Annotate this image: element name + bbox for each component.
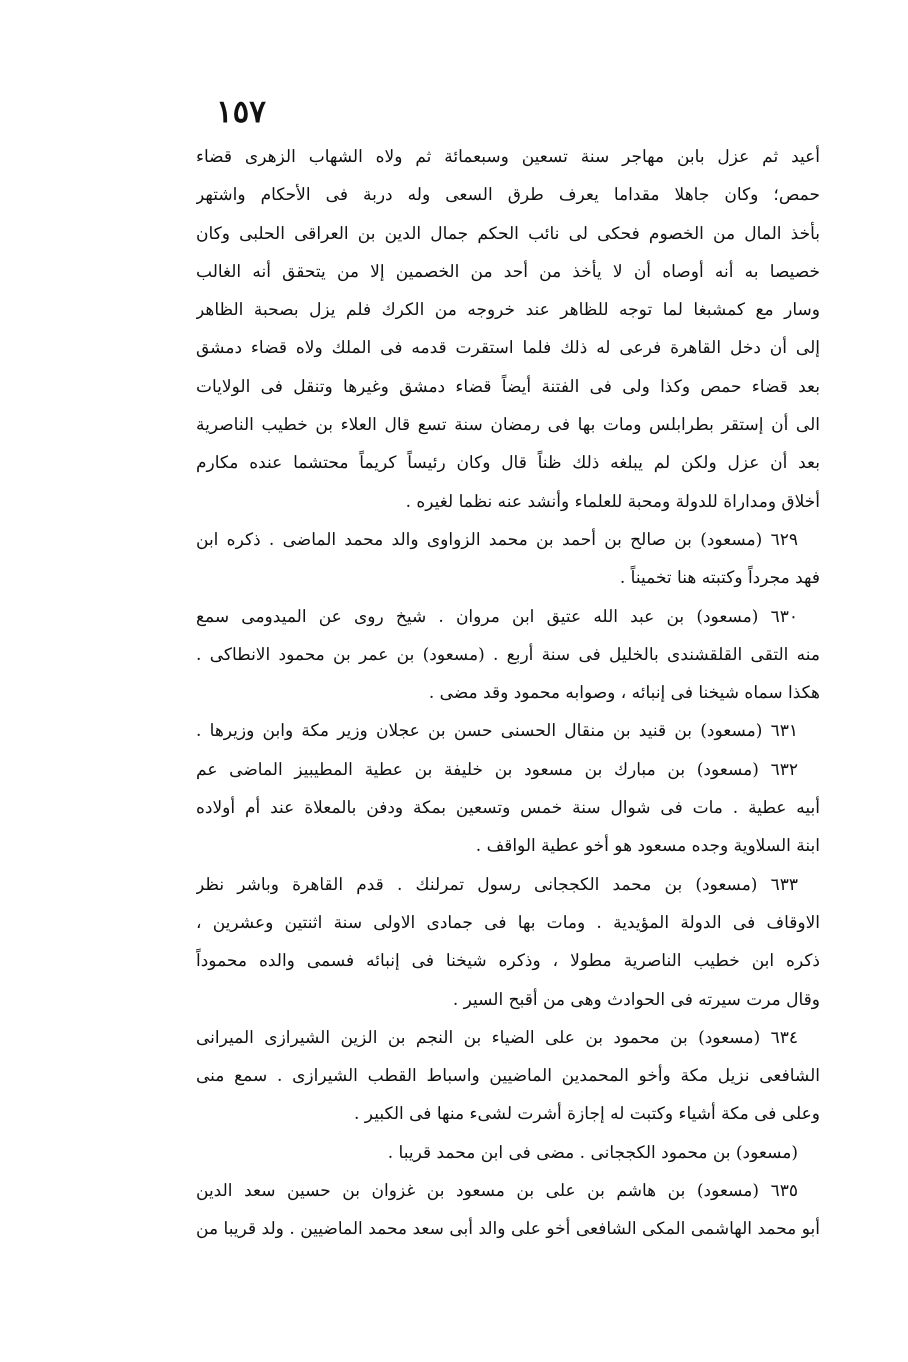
text-block xyxy=(196,138,820,1249)
text-line: ٦٣٥ (مسعود) بن هاشم بن على بن مسعود بن غزوان بن حسين سعد الدين xyxy=(196,1181,798,1202)
text-line: ٦٢٩ (مسعود) بن صالح بن أحمد بن محمد الزواوى والد محمد الماضى . ذكره ابن xyxy=(196,529,798,550)
text-line: الاوقاف فى الدولة المؤيدية . ومات بها فى جمادى الاولى سنة اثنتين وعشرين ، xyxy=(196,912,820,933)
text-line: ٦٣٣ (مسعود) بن محمد الكججانى رسول تمرلنك . قدم القاهرة وباشر نظر xyxy=(196,874,798,895)
text-line: ابنة السلاوية وجده مسعود هو أخو عطية الواقف . xyxy=(475,836,820,857)
text-line: ٦٣٢ (مسعود) بن مبارك بن مسعود بن خليفة بن عطية المطيبيز الماضى عم xyxy=(196,759,798,780)
text-line: فهد مجرداً وكتبته هنا تخميناً . xyxy=(619,568,820,589)
text-line: الشافعى نزيل مكة وأخو المحمدين الماضيين واسباط القطب الشيرازى . سمع منى xyxy=(196,1066,820,1087)
text-line: وقال مرت سيرته فى الحوادث وهى من أقبح السير . xyxy=(452,989,820,1010)
text-line: أعيد ثم عزل بابن مهاجر سنة تسعين وسبعمائة ثم ولاه الشهاب الزهرى قضاء xyxy=(196,147,820,167)
text-line: ٦٣٤ (مسعود) بن محمود بن على الضياء بن النجم بن الزين الشيرازى الميرانى xyxy=(196,1027,798,1048)
text-line: بأخذ المال من الخصوم فحكى لى نائب الحكم جمال الدين بن العراقى الحلبى وكان xyxy=(196,223,820,244)
text-line: إلى أن دخل القاهرة فرعى له ذلك فلما استقرت قدمه فى الملك ولاه قضاء دمشق xyxy=(196,338,820,359)
text-line: أخلاق ومداراة للدولة ومحبة للعلماء وأنشد عنه نظما لغيره . xyxy=(405,491,820,512)
page-number: ١٥٧ xyxy=(216,94,266,130)
text-line: أبيه عطية . مات فى شوال سنة خمس وتسعين بمكة ودفن بالمعلاة عند أم أولاده xyxy=(196,798,820,819)
text-line: ٦٣١ (مسعود) بن قنيد بن منقال الحسنى حسن بن عجلان وزير مكة وابن وزيرها . xyxy=(196,721,798,742)
text-line: ذكره ابن خطيب الناصرية مطولا ، وذكره شيخنا فى إنبائه فسمى والده محموداً xyxy=(196,951,820,972)
text-line: خصيصا به أنه أوصاه أن لا يأخذ من أحد من الخصمين إلا من يتحقق أنه الغالب xyxy=(196,261,820,282)
text-line: (مسعود) بن محمود الكججانى . مضى فى ابن محمد قريبا . xyxy=(387,1142,798,1163)
text-line: الى أن إستقر بطرابلس ومات بها فى رمضان سنة تسع قال العلاء بن خطيب الناصرية xyxy=(196,415,820,436)
text-line: هكذا سماه شيخنا فى إنبائه ، وصوابه محمود وقد مضى . xyxy=(428,683,820,704)
text-line: ٦٣٠ (مسعود) بن عبد الله عتيق ابن مروان . شيخ روى عن الميدومى سمع xyxy=(196,606,798,627)
text-line: بعد قضاء حمص وكذا ولى فى الفتنة أيضاً قضاء دمشق وغيرها وتنقل فى الولايات xyxy=(196,376,820,397)
text-line: حمص؛ وكان جاهلا مقداما يعرف طرق السعى وله دربة فى الأحكام واشتهر xyxy=(196,185,820,206)
text-line: أبو محمد الهاشمى المكى الشافعى أخو على والد أبى سعد محمد الماضيين . ولد قريبا من xyxy=(196,1219,820,1240)
text-line: وعلى فى مكة أشياء وكتبت له إجازة أشرت لشىء منها فى الكبير . xyxy=(354,1104,820,1125)
text-line: منه التقى القلقشندى بالخليل فى سنة أربع . (مسعود) بن عمر بن محمود الانطاكى . xyxy=(196,644,820,665)
text-line: بعد أن عزل ولكن لم يبلغه ذلك ظناً قال وكان رئيساً كريماً محتشما عنده مكارم xyxy=(196,453,820,474)
text-line: وسار مع كمشبغا لما توجه للظاهر عند خروجه من الكرك فلم يزل بصحبة الظاهر xyxy=(196,300,820,321)
